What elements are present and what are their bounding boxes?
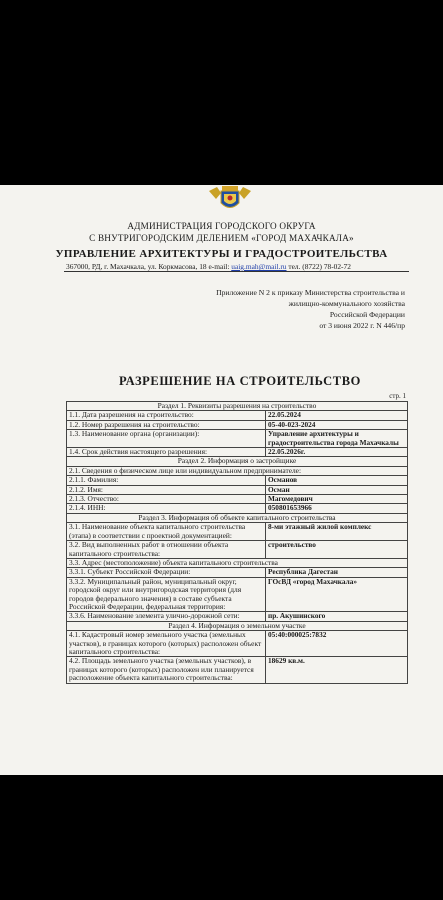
field-value: 05-40-023-2024 [266, 420, 408, 429]
field-value: строительство [266, 541, 408, 559]
field-value: 22.05.2026г. [266, 448, 408, 457]
field-label: 3.3.2. Муниципальный район, муниципальный округ, городской округ или внутригородская территория (для городов федерального значения) в составе субъекта Российской Федерации, федеральная территория: [67, 577, 266, 612]
screen-background [0, 775, 443, 900]
email-link[interactable]: uaig.mah@mail.ru [231, 262, 287, 271]
field-value: ГОсВД «город Махачкала» [266, 577, 408, 612]
table-row [67, 612, 408, 621]
phone-text: тел. (8722) 78-02-72 [288, 262, 351, 271]
field-label: 2.1.1. Фамилия: [67, 476, 266, 485]
field-label: 3.1. Наименование объекта капитального строительства (этапа) в соответствии с проектной документацией: [67, 523, 266, 541]
table-row [67, 523, 408, 541]
field-value: Республика Дагестан [266, 568, 408, 577]
header-line-2: С ВНУТРИГОРОДСКИМ ДЕЛЕНИЕМ «ГОРОД МАХАЧКАЛА» [89, 233, 354, 243]
field-value: Магомедович [266, 495, 408, 504]
field-value: 050801653966 [266, 504, 408, 513]
permit-table [66, 401, 408, 684]
department-name: УПРАВЛЕНИЕ АРХИТЕКТУРЫ И ГРАДОСТРОИТЕЛЬСТВА [55, 248, 388, 260]
field-label: 3.3.6. Наименование элемента улично-дорожной сети: [67, 612, 266, 621]
field-label: 2.1.4. ИНН: [67, 504, 266, 513]
table-row [67, 657, 408, 683]
table-row [67, 476, 408, 485]
table-row [67, 631, 408, 657]
field-label: 3.3.1. Субъект Российской Федерации: [67, 568, 266, 577]
section-heading: Раздел 2. Информация о застройщике [67, 457, 408, 466]
field-label: 2.1.3. Отчество: [67, 495, 266, 504]
table-row [67, 457, 408, 466]
field-value: пр. Акушинского [266, 612, 408, 621]
section-heading: Раздел 1. Реквизиты разрешения на строительство [67, 402, 408, 411]
table-row [67, 577, 408, 612]
field-value: 05:40:000025:7832 [266, 631, 408, 657]
header-line-1: АДМИНИСТРАЦИЯ ГОРОДСКОГО ОКРУГА [127, 221, 316, 231]
appendix-line-1: Приложение N 2 к приказу Министерства строительства и [216, 288, 405, 297]
field-label: 1.2. Номер разрешения на строительство: [67, 420, 266, 429]
document-title: РАЗРЕШЕНИЕ НА СТРОИТЕЛЬСТВО [119, 374, 361, 388]
appendix-line-4: от 3 июня 2022 г. N 446/пр [319, 321, 405, 330]
section-heading: Раздел 4. Информация о земельном участке [67, 621, 408, 630]
field-label: 1.1. Дата разрешения на строительство: [67, 411, 266, 420]
table-row [67, 504, 408, 513]
field-value: 22.05.2024 [266, 411, 408, 420]
table-row [67, 541, 408, 559]
field-label: 2.1.2. Имя: [67, 485, 266, 494]
field-label: 3.2. Вид выполненных работ в отношении объекта капитального строительства: [67, 541, 266, 559]
field-label: 1.4. Срок действия настоящего разрешения: [67, 448, 266, 457]
table-row [67, 568, 408, 577]
document-page [0, 185, 443, 775]
field-value: Осман [266, 485, 408, 494]
appendix-line-3: Российской Федерации [329, 310, 405, 319]
field-value: 8-ми этажный жилой комплекс [266, 523, 408, 541]
field-value: Управление архитектуры и градостроительства города Махачкалы [266, 430, 408, 448]
field-value: 18629 кв.м. [266, 657, 408, 683]
field-label: 1.3. Наименование органа (организации): [67, 430, 266, 448]
field-value: Османов [266, 476, 408, 485]
address-text: 367000, РД, г. Махачкала, ул. Коркмасова, 18 e-mail: [66, 262, 232, 271]
page-number: стр. 1 [389, 392, 406, 400]
section-heading: Раздел 3. Информация об объекте капитального строительства [67, 513, 408, 522]
table-row [67, 430, 408, 448]
field-group-label: 3.3. Адрес (местоположение) объекта капитального строительства [67, 558, 408, 567]
field-label: 4.2. Площадь земельного участка (земельных участков), в границах которого (которых) расположен или планируется расположение объекта капитального строительства: [67, 657, 266, 683]
table-row [67, 411, 408, 420]
table-row [67, 495, 408, 504]
coat-of-arms-icon [207, 185, 253, 213]
field-label: 4.1. Кадастровый номер земельного участка (земельных участков), в границах которого (которых) расположен объект капитального строительства: [67, 631, 266, 657]
appendix-note [216, 287, 405, 331]
header-divider [64, 271, 409, 272]
field-group-label: 2.1. Сведения о физическом лице или индивидуальном предпринимателе: [67, 466, 408, 475]
address-line [66, 262, 351, 271]
appendix-line-2: жилищно-коммунального хозяйства [288, 299, 405, 308]
